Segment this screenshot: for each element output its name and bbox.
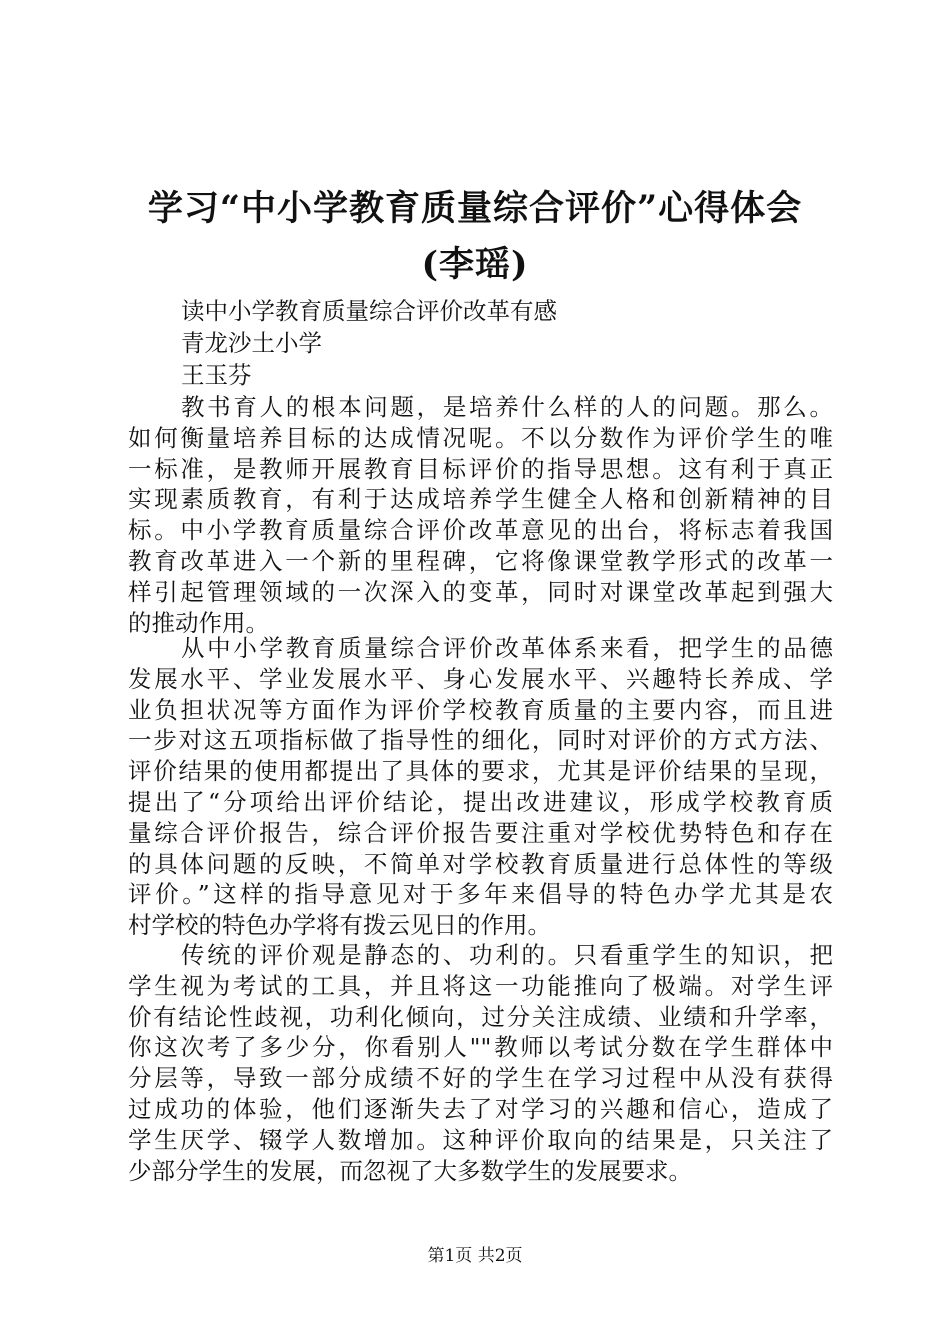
paragraph-1-line: 实现素质教育，有利于达成培养学生健全人格和创新精神的目: [128, 485, 833, 514]
paragraph-1-line: 样引起管理领域的一次深入的变革，同时对课堂改革起到强大: [128, 577, 833, 606]
paragraph-3-line: 价有结论性歧视，功利化倾向，过分关注成绩、业绩和升学率，: [128, 1002, 833, 1031]
paragraph-1-line: 的推动作用。: [128, 608, 269, 637]
paragraph-1-line: 教书育人的根本问题，是培养什么样的人的问题。那么。: [181, 393, 833, 421]
paragraph-3-line: 学生视为考试的工具，并且将这一功能推向了极端。对学生评: [128, 971, 833, 1000]
paragraph-2-line: 提出了“分项给出评价结论，提出改进建议，形成学校教育质: [128, 788, 833, 816]
author-name: 王玉芬: [181, 361, 252, 389]
paragraph-1-line: 标。中小学教育质量综合评价改革意见的出台，将标志着我国: [128, 516, 833, 545]
paragraph-2-line: 一步对这五项指标做了指导性的细化，同时对评价的方式方法、: [128, 726, 833, 755]
paragraph-3-line: 传统的评价观是静态的、功利的。只看重学生的知识，把: [181, 941, 833, 969]
paragraph-2-line: 发展水平、学业发展水平、身心发展水平、兴趣特长养成、学: [128, 664, 833, 693]
paragraph-2-line: 量综合评价报告，综合评价报告要注重对学校优势特色和存在: [128, 818, 833, 847]
paragraph-3-line: 过成功的体验，他们逐渐失去了对学习的兴趣和信心，造成了: [128, 1095, 833, 1123]
paragraph-3-line: 学生厌学、辍学人数增加。这种评价取向的结果是，只关注了: [128, 1125, 833, 1154]
paragraph-2-line: 村学校的特色办学将有拨云见日的作用。: [128, 911, 551, 940]
paragraph-2-line: 评价。”这样的指导意见对于多年来倡导的特色办学尤其是农: [128, 880, 833, 909]
school-name: 青龙沙土小学: [181, 329, 322, 357]
subtitle: 读中小学教育质量综合评价改革有感: [181, 297, 557, 325]
document-title: 学习“中小学教育质量综合评价”心得体会: [147, 188, 803, 229]
document-title-author: (李瑶): [421, 244, 529, 285]
paragraph-1-line: 教育改革进入一个新的里程碑，它将像课堂教学形式的改革一: [128, 547, 833, 575]
paragraph-3-line: 分层等，导致一部分成绩不好的学生在学习过程中从没有获得: [128, 1064, 833, 1093]
paragraph-2-line: 业负担状况等方面作为评价学校教育质量的主要内容，而且进: [128, 695, 833, 724]
paragraph-2-line: 评价结果的使用都提出了具体的要求，尤其是评价结果的呈现，: [128, 757, 833, 786]
paragraph-1-line: 如何衡量培养目标的达成情况呢。不以分数作为评价学生的唯: [128, 423, 833, 452]
page-number: 第1页 共2页: [427, 1246, 523, 1266]
paragraph-2-line: 的具体问题的反映，不简单对学校教育质量进行总体性的等级: [128, 849, 833, 878]
paragraph-2-line: 从中小学教育质量综合评价改革体系来看，把学生的品德: [181, 634, 833, 662]
paragraph-1-line: 一标准，是教师开展教育目标评价的指导思想。这有利于真正: [128, 454, 833, 483]
paragraph-3-line: 少部分学生的发展，而忽视了大多数学生的发展要求。: [128, 1156, 692, 1185]
paragraph-3-line: 你这次考了多少分，你看别人""教师以考试分数在学生群体中: [128, 1033, 833, 1062]
